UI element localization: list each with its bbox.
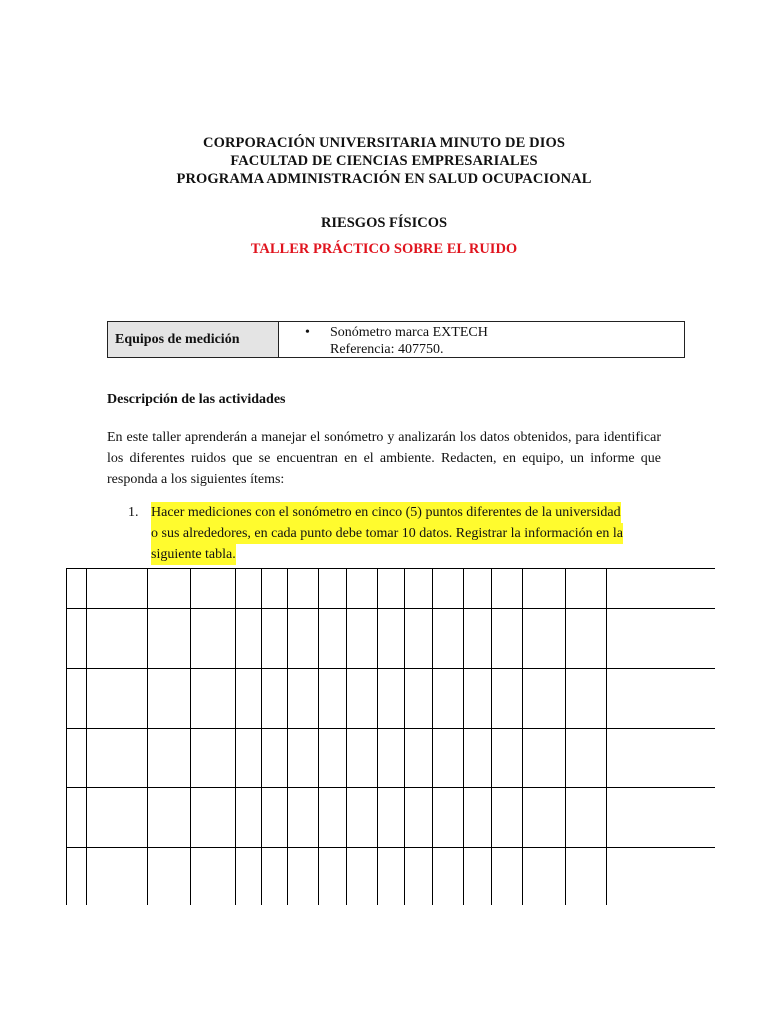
bullet-icon: • [305, 325, 310, 340]
activities-paragraph: En este taller aprenderán a manejar el sonómetro y analizarán los datos obtenidos, para identificar los diferentes ruidos que se encuentran en el ambiente. Redacten, en equipo, un informe que responda a los siguientes ítems: [107, 430, 661, 487]
highlighted-line: Hacer mediciones con el sonómetro en cinco (5) puntos diferentes de la universidad [151, 502, 621, 523]
equipment-device: Sonómetro marca EXTECH [330, 325, 488, 340]
highlighted-line: siguiente tabla. [151, 544, 236, 565]
institution-name: CORPORACIÓN UNIVERSITARIA MINUTO DE DIOS [203, 135, 565, 151]
activities-title: Descripción de las actividades [107, 392, 286, 407]
highlighted-line: o sus alrededores, en cada punto debe tomar 10 datos. Registrar la información en la [151, 523, 623, 544]
subject-title: RIESGOS FÍSICOS [320, 215, 448, 231]
equipment-label: Equipos de medición [108, 322, 279, 357]
equipment-reference: Referencia: 407750. [330, 342, 444, 357]
program-name: PROGRAMA ADMINISTRACIÓN EN SALUD OCUPACIONAL [176, 171, 592, 187]
list-item-number: 1. [128, 505, 139, 520]
table-grid-lines [66, 568, 715, 905]
workshop-title: TALLER PRÁCTICO SOBRE EL RUIDO [250, 241, 518, 257]
faculty-name: FACULTAD DE CIENCIAS EMPRESARIALES [230, 153, 538, 169]
